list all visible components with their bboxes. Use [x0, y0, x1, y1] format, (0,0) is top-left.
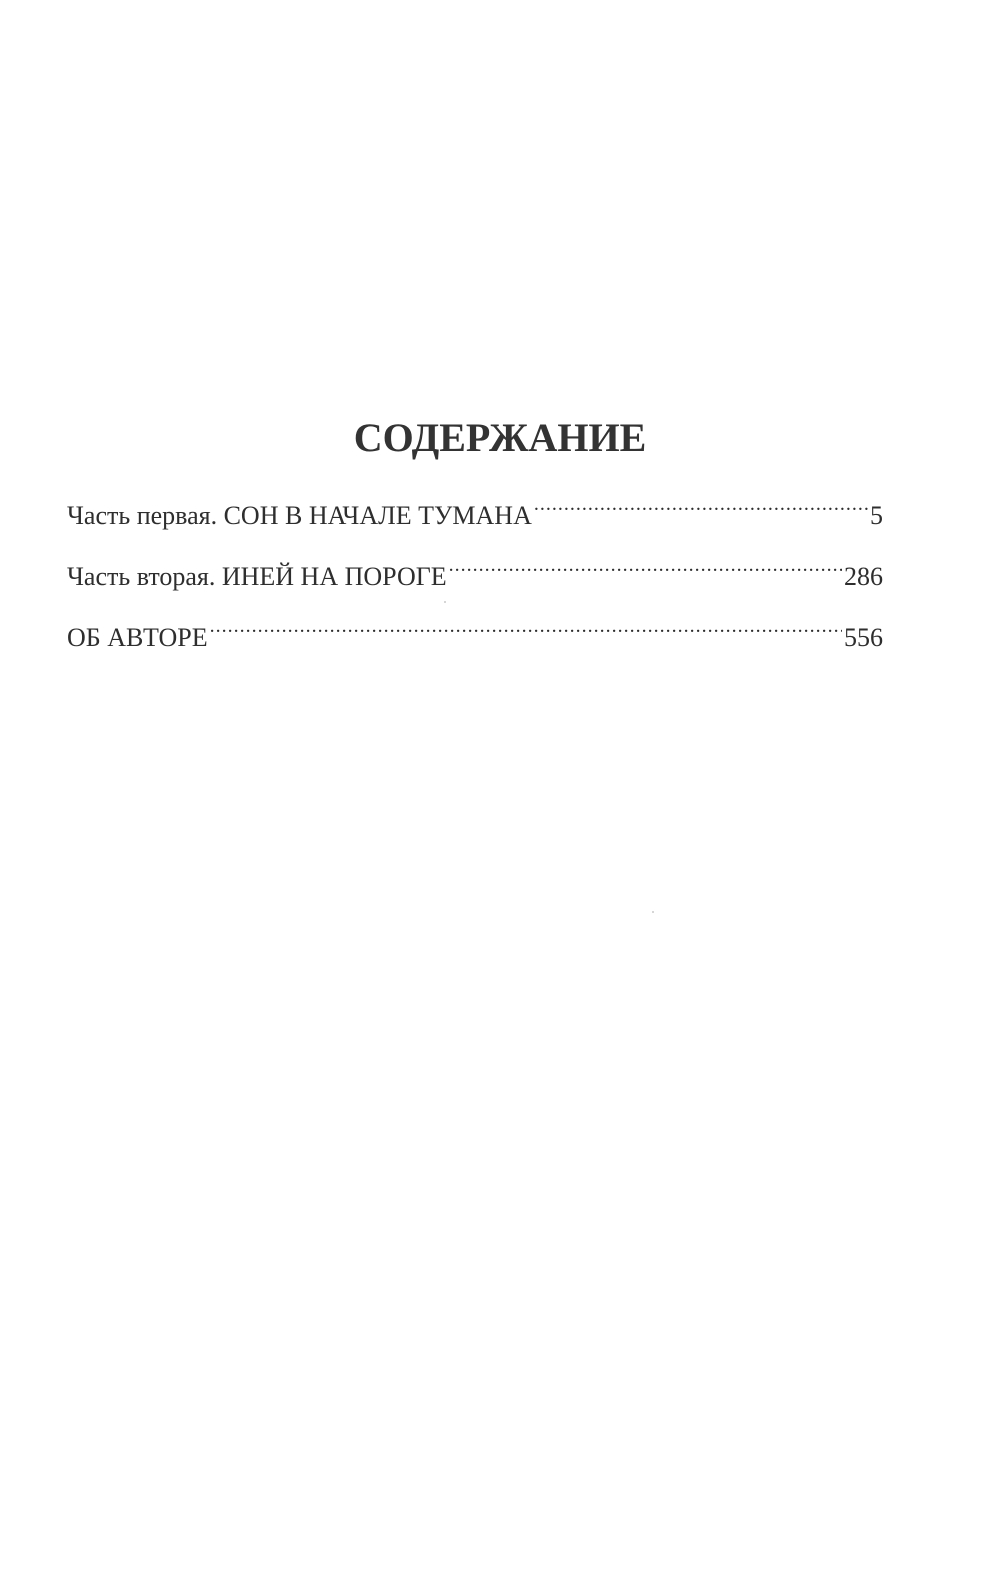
toc-dot-leader — [534, 484, 868, 524]
toc-title: СОДЕРЖАНИЕ — [353, 415, 647, 460]
print-speck — [444, 601, 446, 603]
toc-page-number: 5 — [870, 501, 883, 530]
toc-entry-text: Часть вторая. ИНЕЙ НА ПОРОГЕ — [67, 562, 447, 591]
toc-entry-part-one — [67, 484, 883, 545]
toc-entry-about-author — [67, 606, 883, 667]
toc-entry-text: Часть первая. СОН В НАЧАЛЕ ТУМАНА — [67, 501, 532, 530]
print-speck — [652, 911, 654, 913]
toc-dot-leader — [449, 545, 842, 585]
toc-list — [67, 484, 883, 667]
toc-dot-leader — [210, 606, 842, 646]
toc-entry-part-two — [67, 545, 883, 606]
toc-page-number: 286 — [844, 562, 883, 591]
toc-entry-text: ОБ АВТОРЕ — [67, 623, 208, 652]
toc-page-number: 556 — [844, 623, 883, 652]
